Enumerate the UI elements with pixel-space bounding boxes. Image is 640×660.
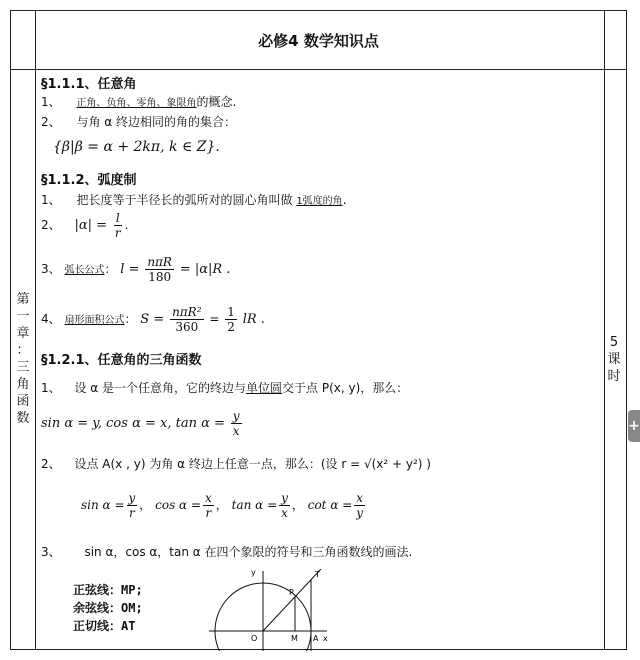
fraction: [145, 255, 174, 284]
fraction: [113, 211, 123, 240]
list-item: [41, 191, 347, 208]
item-text: 把长度等于半径长的弧所对的圆心角叫做: [76, 193, 293, 207]
fraction-numerator: x: [356, 491, 364, 505]
fraction: [203, 491, 214, 520]
item-text: 与角 α 终边相同的角的集合：: [76, 115, 237, 129]
item-text: sin α，cos α，tan α 在四个象限的符号和三角函数线的画法.: [84, 545, 413, 559]
notes-table: [10, 10, 627, 650]
fraction: [127, 491, 138, 520]
formula-text: cot α =: [307, 498, 353, 512]
formula-text: cos α =: [155, 498, 202, 512]
chapter-char: 数: [16, 411, 30, 426]
formula-text: sin α =: [81, 498, 125, 512]
chapter-char: 一: [16, 309, 30, 324]
item-number: 3、: [41, 545, 61, 559]
fraction-numerator: y: [281, 491, 288, 505]
term-underlined: 弧长公式: [64, 265, 105, 276]
formula-text: sin α = y, cos α = x, tan α =: [41, 416, 225, 431]
fraction: [225, 305, 237, 334]
item-number: 2、: [41, 218, 61, 232]
fraction-denominator: 360: [175, 320, 199, 334]
fraction-denominator: 180: [148, 270, 172, 284]
hours-char: 课: [607, 351, 621, 367]
list-item: 2、 |α| = $\frac{l}{r}$ .: [41, 211, 129, 240]
fraction-numerator: l: [115, 211, 120, 225]
fraction: [354, 491, 365, 520]
formula-text: S =: [140, 312, 165, 327]
legend-sine-line: 正弦线：MP;: [73, 583, 143, 597]
formula-text: |α| =: [74, 218, 108, 233]
list-item: [41, 113, 236, 130]
item-number: 1、: [41, 95, 61, 109]
formula-text: = |α|R .: [179, 262, 231, 277]
list-item: [41, 93, 236, 110]
term-underlined: 单位圆: [246, 381, 283, 395]
formula-text: lR .: [242, 312, 265, 327]
label-a: A: [313, 634, 319, 643]
item-number: 3、: [41, 262, 61, 276]
term-underlined: 正角、负角、零角、象限角: [76, 98, 197, 109]
item-text: 交于点 P(x, y)，那么：: [282, 381, 409, 395]
chapter-char: 三: [16, 360, 30, 375]
formula-line: sin α = $\frac{y}{r}$ ， cos α = $\frac{x}{r}$ ， tan α = $\frac{y}{x}$ ， cot α = $\frac{x}{y}$: [81, 491, 364, 520]
formula-text: l =: [120, 262, 140, 277]
section-heading: §1.1.2、弧度制: [41, 173, 137, 188]
fraction: [170, 305, 203, 334]
term-underlined: 扇形面积公式: [64, 315, 125, 326]
formula-text: =: [209, 312, 220, 326]
chapter-char: 章: [16, 326, 30, 341]
item-text: 设点 A(x , y) 为角 α 终边上任意一点，那么：(设 r = √(x² + y²) ): [74, 457, 431, 471]
fraction-numerator: 1: [227, 305, 235, 319]
label-y: y: [251, 569, 256, 577]
legend-tangent-line: 正切线：AT: [73, 619, 136, 633]
item-number: 1、: [41, 193, 61, 207]
side-expand-tab[interactable]: +: [628, 410, 640, 442]
list-item: 3、 弧长公式： l = $\frac{\text{nπR}}{180}$ = |α|R .: [41, 255, 231, 284]
list-item: [41, 455, 431, 472]
fraction-denominator: x: [232, 424, 240, 438]
page-title: 必修4 数学知识点: [258, 31, 379, 50]
unit-circle-diagram: [203, 569, 333, 651]
label-x: x: [323, 634, 328, 643]
label-t: T: [315, 570, 320, 579]
fraction-numerator: y: [128, 491, 136, 505]
item-number: 4、: [41, 312, 61, 326]
section-heading: §1.2.1、任意角的三角函数: [41, 353, 202, 368]
list-item: [41, 379, 408, 396]
chapter-label: [11, 69, 35, 649]
item-number: 2、: [41, 457, 61, 471]
list-item: [41, 543, 412, 560]
hours-label: [602, 69, 626, 649]
fraction: [231, 409, 242, 438]
formula-text: tan α =: [231, 498, 278, 512]
fraction-denominator: y: [356, 506, 364, 520]
fraction-numerator: x: [205, 491, 212, 505]
item-number: 1、: [41, 381, 61, 395]
label-p: P: [289, 588, 294, 597]
chapter-char: 角: [16, 377, 30, 392]
formula-set: {β|β = α + 2kπ, k ∈ Z}.: [53, 139, 220, 155]
item-number: 2、: [41, 115, 61, 129]
fraction-denominator: r: [114, 226, 121, 240]
fraction: [279, 491, 290, 520]
section-heading: §1.1.1、任意角: [41, 77, 137, 92]
fraction-numerator: y: [232, 409, 240, 423]
list-item: 4、 扇形面积公式： S = $\frac{\text{nπR²}}{360}$ = $\frac{1}{2}$ lR .: [41, 305, 265, 334]
fraction-denominator: r: [205, 506, 212, 520]
label-m: M: [291, 634, 298, 643]
formula-line: [41, 409, 244, 438]
chapter-char: 第: [16, 292, 30, 307]
notes-content: [35, 69, 602, 649]
fraction-numerator: nπR²: [172, 305, 202, 319]
fraction-numerator: nπR: [147, 255, 172, 269]
chapter-char: ：: [16, 343, 30, 358]
chapter-char: 函: [16, 394, 30, 409]
item-text: 设 α 是一个任意角，它的终边与: [74, 381, 247, 395]
hours-char: 时: [607, 368, 621, 384]
fraction-denominator: 2: [227, 320, 235, 334]
fraction-denominator: r: [129, 506, 135, 520]
hours-char: 5: [609, 334, 619, 350]
item-text: 的概念.: [196, 95, 237, 109]
terminal-side: [263, 569, 321, 631]
term-underlined: 1弧度的角: [296, 196, 343, 207]
fraction-denominator: x: [281, 506, 288, 520]
legend-cosine-line: 余弦线：OM;: [73, 601, 143, 615]
item-text: .: [342, 193, 347, 207]
label-o: O: [251, 634, 258, 643]
